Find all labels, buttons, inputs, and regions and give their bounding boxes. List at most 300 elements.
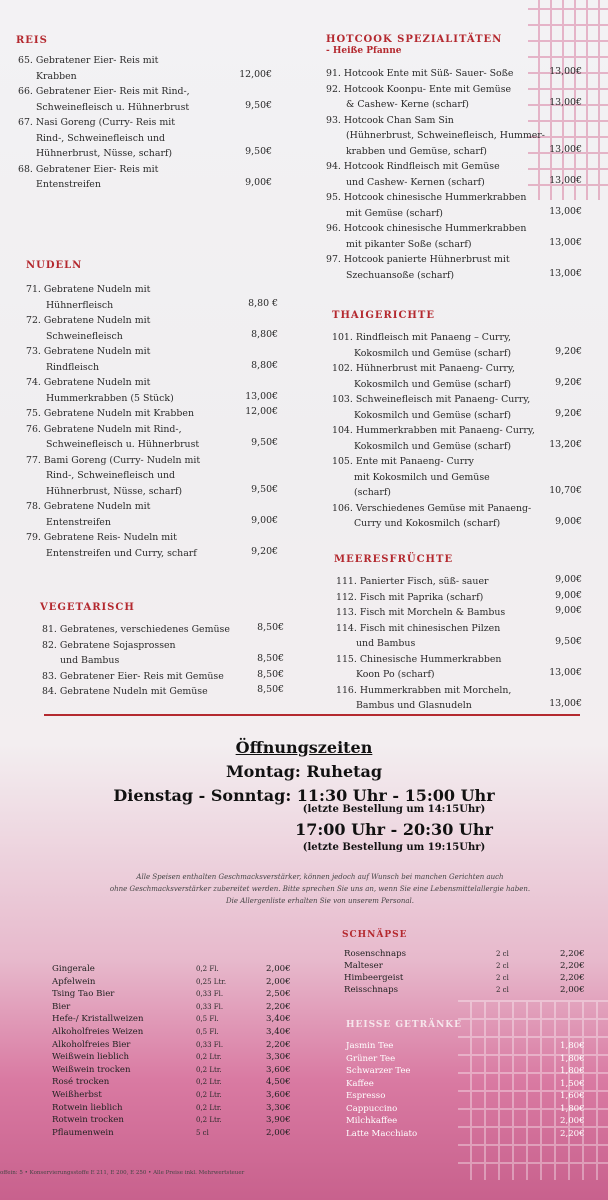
menu-item-price: 9,50€ xyxy=(251,437,278,448)
menu-item-line xyxy=(332,361,532,377)
menu-item-number: 116. xyxy=(336,684,360,696)
section-heading-vegetarisch: VEGETARISCH xyxy=(40,602,135,613)
menu-item xyxy=(332,423,535,454)
drink-price: 3,30€ xyxy=(266,1102,291,1113)
drink-name: Tsing Tao Bier xyxy=(52,989,115,1000)
hours-last-order-2: (letzte Bestellung um 19:15Uhr) xyxy=(302,842,486,853)
menu-item xyxy=(42,622,234,638)
menu-item xyxy=(326,159,532,190)
section-heading-thai: THAIGERICHTE xyxy=(332,310,435,321)
menu-item xyxy=(26,375,228,406)
menu-item-text: Hotcook Chan Sam Sin xyxy=(343,114,454,126)
drink-price: 2,00€ xyxy=(560,1116,585,1126)
menu-item-price: 13,00€ xyxy=(549,174,582,186)
drink-price: 2,20€ xyxy=(560,949,585,959)
drink-price: 2,20€ xyxy=(266,1039,291,1050)
menu-item-price: 9,00€ xyxy=(251,514,278,526)
menu-item-text: Gebratene Reis- Nudeln mit xyxy=(43,532,177,543)
menu-item-line: Entenstreifen xyxy=(36,179,101,190)
drink-size: 2 cl xyxy=(496,950,509,958)
menu-item-number: 101. xyxy=(332,332,356,343)
menu-item-line: mit Kokosmilch und Gemüse xyxy=(354,471,490,483)
drink-name: Alkoholfreies Bier xyxy=(52,1039,131,1050)
menu-item-number: 95. xyxy=(326,192,344,203)
menu-item-text: Panierter Fisch, süß- sauer xyxy=(359,576,489,587)
section-heading-reis: REIS xyxy=(16,35,48,46)
menu-item-price: 13,20€ xyxy=(549,438,582,450)
menu-item-line xyxy=(26,530,228,546)
menu-item-line xyxy=(26,375,228,391)
menu-item-number: 115. xyxy=(336,653,360,665)
menu-item-price: 9,20€ xyxy=(555,407,582,419)
drink-size: 0,2 Fl. xyxy=(196,965,219,973)
allergen-note-line-1: Alle Speisen enthalten Geschmacksverstärker, können jedoch auf Wunsch bei manchen Gerichten auch xyxy=(136,873,504,881)
menu-item xyxy=(26,344,228,375)
hours-last-order-1: (letzte Bestellung um 14:15Uhr) xyxy=(302,804,486,815)
drink-name: Rosenschnaps xyxy=(344,949,407,959)
drink-size: 0,2 Ltr. xyxy=(196,1065,222,1074)
drink-price: 2,50€ xyxy=(266,989,291,1000)
hours-closed: Montag: Ruhetag xyxy=(225,762,383,781)
menu-item-number: 112. xyxy=(336,591,360,603)
menu-item-line xyxy=(18,162,222,178)
menu-item-text: Chinesische Hummerkrabben xyxy=(359,653,502,665)
menu-item-number: 113. xyxy=(336,607,360,618)
menu-item-number: 97. xyxy=(326,254,344,265)
menu-item xyxy=(42,638,234,669)
menu-item-line xyxy=(26,422,228,438)
menu-item-line xyxy=(18,84,222,100)
drink-name: Reisschnaps xyxy=(344,985,399,995)
drink-size: 0,5 Fl. xyxy=(196,1028,219,1036)
menu-item xyxy=(332,392,532,423)
menu-item-text: Gebratene Sojasprossen xyxy=(59,639,176,651)
menu-item-text: Hotcook panierte Hühnerbrust mit xyxy=(343,254,510,265)
menu-item-price: 13,00€ xyxy=(549,205,582,217)
menu-item xyxy=(26,282,228,313)
menu-item-text: Gebratene Nudeln mit Rind-, xyxy=(43,423,182,435)
menu-item-price: 13,00€ xyxy=(549,66,582,77)
drink-price: 3,60€ xyxy=(266,1090,291,1100)
menu-item-line xyxy=(18,115,222,131)
menu-item-price: 9,00€ xyxy=(555,605,582,616)
menu-item-price: 8,80 € xyxy=(248,297,278,309)
menu-item xyxy=(326,252,532,283)
menu-item xyxy=(326,190,532,221)
drink-price: 2,00€ xyxy=(560,985,585,995)
menu-item-line: mit pikanter Soße (scharf) xyxy=(346,238,472,250)
drink-size: 5 cl xyxy=(196,1128,209,1137)
menu-item xyxy=(336,683,532,714)
menu-item-line: Schweinefleisch u. Hühnerbrust xyxy=(36,101,190,113)
menu-item xyxy=(336,590,532,606)
decorative-pattern-bottom xyxy=(458,1000,608,1180)
menu-item-line xyxy=(26,406,228,422)
menu-item-number: 94. xyxy=(326,161,344,172)
menu-item xyxy=(26,422,228,453)
drink-name: Gingerale xyxy=(52,964,95,974)
menu-item-price: 13,00€ xyxy=(549,667,582,678)
footer-note: offein: 5 • Konservierungsstoffe E 211, E 200, E 250 • Alle Preise inkl. Mehrwertsteuer xyxy=(0,1170,245,1176)
menu-item-text: Fisch mit chinesischen Pilzen xyxy=(359,622,501,634)
menu-item-price: 8,50€ xyxy=(257,622,284,633)
menu-item-line xyxy=(26,313,228,329)
menu-item xyxy=(18,162,222,193)
menu-item-line: (scharf) xyxy=(354,487,391,498)
menu-item-line xyxy=(42,669,234,685)
drink-size: 2 cl xyxy=(496,962,509,970)
drink-name: Grüner Tee xyxy=(346,1053,396,1064)
menu-item-line: und Bambus xyxy=(60,655,120,666)
menu-item-line xyxy=(332,501,532,517)
menu-item-text: Hotcook chinesische Hummerkrabben xyxy=(343,223,527,234)
drink-name: Weißherbst xyxy=(52,1090,102,1100)
menu-item-number: 82. xyxy=(42,639,60,651)
menu-item xyxy=(332,361,532,392)
menu-item-text: Bami Goreng (Curry- Nudeln mit xyxy=(43,454,201,466)
drink-size: 2 cl xyxy=(496,986,509,994)
menu-item-price: 8,50€ xyxy=(257,668,284,680)
menu-item-number: 68. xyxy=(18,163,36,175)
drink-price: 2,00€ xyxy=(266,976,291,987)
menu-item-line xyxy=(326,66,532,82)
drink-price: 3,90€ xyxy=(266,1115,291,1126)
allergen-note-line-2: ohne Geschmacksverstärker zubereitet werden. Bitte sprechen Sie uns an, wenn Sie eine Lebensmittelallergie haben. xyxy=(109,885,531,893)
menu-item-line: Bambus und Glasnudeln xyxy=(356,700,472,711)
drink-name: Pflaumenwein xyxy=(52,1127,114,1138)
menu-item-line xyxy=(26,499,228,515)
menu-item-line: krabben und Gemüse, scharf) xyxy=(346,145,487,157)
section-heading-heisse-getraenke: HEISSE GETRÄNKE xyxy=(346,1020,462,1030)
drink-price: 2,00€ xyxy=(266,964,291,974)
menu-item-line xyxy=(326,190,532,206)
menu-item xyxy=(42,684,234,700)
section-subheading-hotcook: - Heiße Pfanne xyxy=(326,46,402,56)
menu-item-line: Kokosmilch und Gemüse (scharf) xyxy=(354,347,512,359)
menu-item-line xyxy=(326,113,532,129)
menu-item-line: Rindfleisch xyxy=(46,361,99,373)
menu-item-price: 12,00€ xyxy=(239,68,272,80)
menu-item-line: Kokosmilch und Gemüse (scharf) xyxy=(354,378,512,390)
menu-item xyxy=(26,313,228,344)
drink-size: 0,2 Ltr. xyxy=(196,1078,222,1087)
menu-item-price: 9,20€ xyxy=(251,545,278,557)
menu-item-line xyxy=(326,82,532,98)
drink-size: 0,33 Fl. xyxy=(196,1040,224,1049)
menu-item-number: 72. xyxy=(26,315,44,326)
menu-item-line: & Cashew- Kerne (scharf) xyxy=(346,99,469,110)
menu-item-line: Kokosmilch und Gemüse (scharf) xyxy=(354,440,512,452)
menu-item-text: Gebratene Nudeln mit xyxy=(43,501,151,512)
drink-price: 1,80€ xyxy=(560,1041,585,1051)
drink-name: Rotwein trocken xyxy=(52,1115,124,1126)
menu-item-price: 13,00€ xyxy=(549,143,582,155)
menu-item-line xyxy=(332,392,532,408)
menu-item-line xyxy=(336,605,532,621)
menu-item-text: Hühnerbrust mit Panaeng- Curry, xyxy=(355,363,515,374)
menu-item xyxy=(326,66,532,82)
menu-item-line xyxy=(26,344,228,360)
menu-item-text: Gebratenes, verschiedenes Gemüse xyxy=(59,624,230,635)
menu-item-number: 92. xyxy=(326,83,344,95)
menu-item xyxy=(336,652,532,683)
menu-item xyxy=(332,501,532,532)
drink-price: 3,40€ xyxy=(266,1027,291,1037)
drink-price: 2,20€ xyxy=(560,973,585,983)
menu-item-line: Curry und Kokosmilch (scharf) xyxy=(354,518,501,529)
menu-item-price: 9,00€ xyxy=(555,516,582,527)
menu-item-number: 67. xyxy=(18,117,36,128)
drink-price: 1,60€ xyxy=(560,1091,585,1101)
section-heading-meer: MEERESFRÜCHTE xyxy=(334,554,454,565)
drink-price: 2,20€ xyxy=(560,961,585,971)
menu-item-line: Hummerkrabben (5 Stück) xyxy=(46,392,174,404)
menu-item-price: 9,50€ xyxy=(245,146,272,157)
menu-item-text: Hummerkrabben mit Panaeng- Curry, xyxy=(355,425,535,436)
menu-item-number: 83. xyxy=(42,670,60,682)
menu-item xyxy=(332,454,532,501)
menu-item-price: 8,50€ xyxy=(257,653,284,664)
menu-item-text: Verschiedenes Gemüse mit Panaeng- xyxy=(355,502,532,514)
menu-item xyxy=(336,621,532,652)
menu-item-number: 102. xyxy=(332,363,356,374)
menu-item-line xyxy=(326,252,532,268)
drink-price: 1,50€ xyxy=(560,1078,585,1089)
drink-size: 0,5 Fl. xyxy=(196,1015,219,1024)
menu-item-number: 91. xyxy=(326,68,344,79)
menu-item-text: Gebratener Eier- Reis mit Rind-, xyxy=(35,86,190,97)
menu-item xyxy=(332,330,532,361)
menu-item-price: 9,50€ xyxy=(251,483,278,495)
menu-item xyxy=(326,221,532,252)
drink-price: 1,80€ xyxy=(560,1066,585,1076)
menu-item-number: 74. xyxy=(26,377,44,388)
menu-item-line: und Bambus xyxy=(356,638,416,649)
menu-item xyxy=(26,530,228,561)
menu-item-text: Hotcook chinesische Hummerkrabben xyxy=(343,192,527,203)
menu-item-price: 13,00€ xyxy=(549,236,582,248)
menu-item-price: 13,00€ xyxy=(245,390,278,402)
menu-item-text: Hotcook Ente mit Süß- Sauer- Soße xyxy=(343,68,514,79)
drink-price: 3,30€ xyxy=(266,1052,291,1063)
drink-name: Latte Macchiato xyxy=(346,1128,418,1139)
drink-price: 4,50€ xyxy=(266,1077,291,1088)
menu-item-text: Nasi Goreng (Curry- Reis mit xyxy=(35,117,175,128)
menu-item-line xyxy=(26,282,228,298)
menu-item-line: Krabben xyxy=(36,70,77,82)
menu-item-price: 9,50€ xyxy=(245,99,272,111)
menu-item-text: Gebratene Nudeln mit Gemüse xyxy=(59,686,208,697)
drink-name: Milchkaffee xyxy=(346,1116,398,1126)
drink-name: Apfelwein xyxy=(52,976,96,987)
menu-item-text: Gebratener Eier- Reis mit xyxy=(35,55,159,66)
drink-size: 0,2 Ltr. xyxy=(196,1091,222,1099)
menu-item-text: Gebratene Nudeln mit Krabben xyxy=(43,408,194,419)
menu-item-number: 106. xyxy=(332,502,356,514)
menu-item-line xyxy=(336,574,532,590)
menu-item-number: 104. xyxy=(332,425,356,436)
section-heading-nudeln: NUDELN xyxy=(26,260,83,271)
drink-price: 1,80€ xyxy=(560,1053,585,1064)
menu-item xyxy=(26,499,228,530)
menu-item-line xyxy=(326,159,532,175)
section-heading-hotcook: HOTCOOK SPEZIALITÄTEN xyxy=(326,34,503,45)
menu-item-line xyxy=(18,53,222,69)
menu-item-line xyxy=(332,454,532,470)
drink-price: 3,40€ xyxy=(266,1014,291,1025)
menu-item-number: 114. xyxy=(336,622,360,634)
drink-size: 0,25 Ltr. xyxy=(196,977,227,986)
drink-price: 1,80€ xyxy=(560,1103,585,1114)
menu-item-line: Hühnerfleisch xyxy=(46,299,114,311)
menu-item-text: Fisch mit Morcheln & Bambus xyxy=(359,607,506,618)
menu-item-text: Schweinefleisch mit Panaeng- Curry, xyxy=(355,394,531,405)
menu-item xyxy=(26,406,228,422)
section-heading-schnaepse: SCHNÄPSE xyxy=(342,930,408,940)
menu-item-line: Entenstreifen xyxy=(46,516,111,528)
menu-item-number: 103. xyxy=(332,394,356,405)
menu-item-text: Gebratene Nudeln mit xyxy=(43,346,151,357)
drink-size: 0,2 Ltr. xyxy=(196,1103,222,1112)
drink-name: Schwarzer Tee xyxy=(346,1066,411,1076)
menu-item-price: 8,50€ xyxy=(257,684,284,695)
drink-name: Jasmin Tee xyxy=(346,1041,394,1051)
menu-item-price: 10,70€ xyxy=(549,485,582,496)
menu-item-line xyxy=(26,453,228,469)
menu-item-line: und Cashew- Kernen (scharf) xyxy=(346,176,485,188)
drink-name: Alkoholfreies Weizen xyxy=(52,1027,144,1037)
menu-item-number: 66. xyxy=(18,86,36,97)
menu-item-line: Rind-, Schweinefleisch und xyxy=(36,132,166,144)
drink-size: 0,2 Ltr. xyxy=(196,1053,222,1062)
menu-item-price: 12,00€ xyxy=(245,406,278,417)
menu-item-text: Hotcook Koonpu- Ente mit Gemüse xyxy=(343,83,512,95)
menu-item xyxy=(18,53,222,84)
menu-item-number: 71. xyxy=(26,284,44,295)
menu-item-line: Rind-, Schweinefleisch und xyxy=(46,470,176,481)
menu-item-number: 76. xyxy=(26,423,44,435)
divider-rule xyxy=(44,714,580,716)
drink-size: 2 cl xyxy=(496,974,509,982)
menu-item-line: Szechuansoße (scharf) xyxy=(346,269,455,281)
drink-name: Rotwein lieblich xyxy=(52,1102,123,1113)
menu-item-price: 9,20€ xyxy=(555,345,582,357)
menu-item-price: 8,80€ xyxy=(251,328,278,340)
menu-item-line: (Hühnerbrust, Schweinefleisch, Hummer- xyxy=(346,130,545,141)
drink-size: 0,33 Fl. xyxy=(196,1002,224,1011)
menu-item-price: 9,00€ xyxy=(555,589,582,601)
menu-item-line xyxy=(336,590,532,606)
drink-name: Bier xyxy=(52,1001,71,1012)
menu-item-price: 9,00€ xyxy=(555,574,582,585)
menu-item-number: 105. xyxy=(332,456,356,467)
menu-item-number: 111. xyxy=(336,576,360,587)
drink-price: 2,20€ xyxy=(266,1001,291,1012)
menu-item-text: Ente mit Panaeng- Curry xyxy=(355,456,474,467)
menu-item-text: Gebratene Nudeln mit xyxy=(43,284,151,295)
drink-name: Espresso xyxy=(346,1091,386,1101)
drink-price: 3,60€ xyxy=(266,1064,291,1075)
menu-item xyxy=(42,669,234,685)
menu-item-text: Hummerkrabben mit Morcheln, xyxy=(359,684,512,696)
menu-item xyxy=(336,605,532,621)
menu-item-price: 9,50€ xyxy=(555,636,582,647)
menu-item-line: Hühnerbrust, Nüsse, scharf) xyxy=(36,148,173,159)
menu-item-line xyxy=(42,638,234,654)
allergen-note-line-3: Die Allergenliste erhalten Sie von unserem Personal. xyxy=(226,897,414,905)
drink-size: 0,33 Fl. xyxy=(196,990,224,999)
menu-item-number: 84. xyxy=(42,686,60,697)
drink-name: Rosé trocken xyxy=(52,1077,110,1088)
menu-item-line xyxy=(336,683,532,699)
menu-item-number: 81. xyxy=(42,624,60,635)
menu-item-price: 9,20€ xyxy=(555,376,582,388)
drink-name: Weißwein trocken xyxy=(52,1064,131,1075)
drink-price: 2,00€ xyxy=(266,1127,291,1138)
menu-item-text: Gebratene Nudeln mit xyxy=(43,315,151,326)
drink-name: Himbeergeist xyxy=(344,973,404,983)
menu-item-number: 79. xyxy=(26,532,44,543)
menu-item-line: Schweinefleisch u. Hühnerbrust xyxy=(46,439,200,450)
menu-item-price: 13,00€ xyxy=(549,97,582,108)
menu-item xyxy=(18,115,222,162)
menu-item xyxy=(326,113,545,160)
menu-item-line xyxy=(336,621,532,637)
menu-item-number: 77. xyxy=(26,454,44,466)
menu-item-line: Koon Po (scharf) xyxy=(356,669,435,680)
menu-item-line: Schweinefleisch xyxy=(46,330,123,342)
drink-name: Cappuccino xyxy=(346,1103,398,1114)
menu-item-number: 65. xyxy=(18,55,36,66)
menu-item-price: 13,00€ xyxy=(549,267,582,279)
drink-name: Kaffee xyxy=(346,1078,374,1089)
menu-item xyxy=(336,574,532,590)
menu-item-text: Gebratene Nudeln mit xyxy=(43,377,151,388)
menu-item xyxy=(326,82,532,113)
menu-item-text: Gebratener Eier- Reis mit Gemüse xyxy=(59,670,224,682)
menu-item-line xyxy=(42,684,234,700)
menu-item-number: 75. xyxy=(26,408,44,419)
menu-item-number: 73. xyxy=(26,346,44,357)
menu-item-text: Hotcook Rindfleisch mit Gemüse xyxy=(343,161,500,172)
hours-title: Öffnungszeiten xyxy=(235,738,373,757)
drink-name: Hefe-/ Kristallweizen xyxy=(52,1014,144,1025)
drink-size: 0,2 Ltr. xyxy=(196,1116,222,1125)
menu-item-price: 9,00€ xyxy=(245,177,272,188)
menu-item-line xyxy=(332,423,535,439)
menu-item-number: 78. xyxy=(26,501,44,512)
menu-item-line: mit Gemüse (scharf) xyxy=(346,207,443,219)
drink-price: 2,20€ xyxy=(560,1128,585,1139)
menu-item-line: Kokosmilch und Gemüse (scharf) xyxy=(354,409,512,421)
menu-item-number: 93. xyxy=(326,114,344,126)
menu-item-line: Hühnerbrust, Nüsse, scharf) xyxy=(46,485,183,497)
menu-item xyxy=(26,453,228,500)
menu-item-text: Rindfleisch mit Panaeng – Curry, xyxy=(355,332,512,343)
menu-item-line xyxy=(326,221,532,237)
menu-item-line xyxy=(42,622,234,638)
menu-item-price: 13,00€ xyxy=(549,698,582,709)
drink-name: Malteser xyxy=(344,961,383,971)
menu-item-line: Entenstreifen und Curry, scharf xyxy=(46,547,197,559)
menu-item-price: 8,80€ xyxy=(251,359,278,371)
hours-range-1: Dienstag - Sonntag: 11:30 Uhr - 15:00 Uhr xyxy=(113,786,495,805)
menu-item xyxy=(18,84,222,115)
menu-item-line xyxy=(336,652,532,668)
drink-name: Weißwein lieblich xyxy=(52,1052,130,1063)
menu-item-text: Fisch mit Paprika (scharf) xyxy=(359,591,484,603)
hours-range-2: 17:00 Uhr - 20:30 Uhr xyxy=(295,820,493,839)
